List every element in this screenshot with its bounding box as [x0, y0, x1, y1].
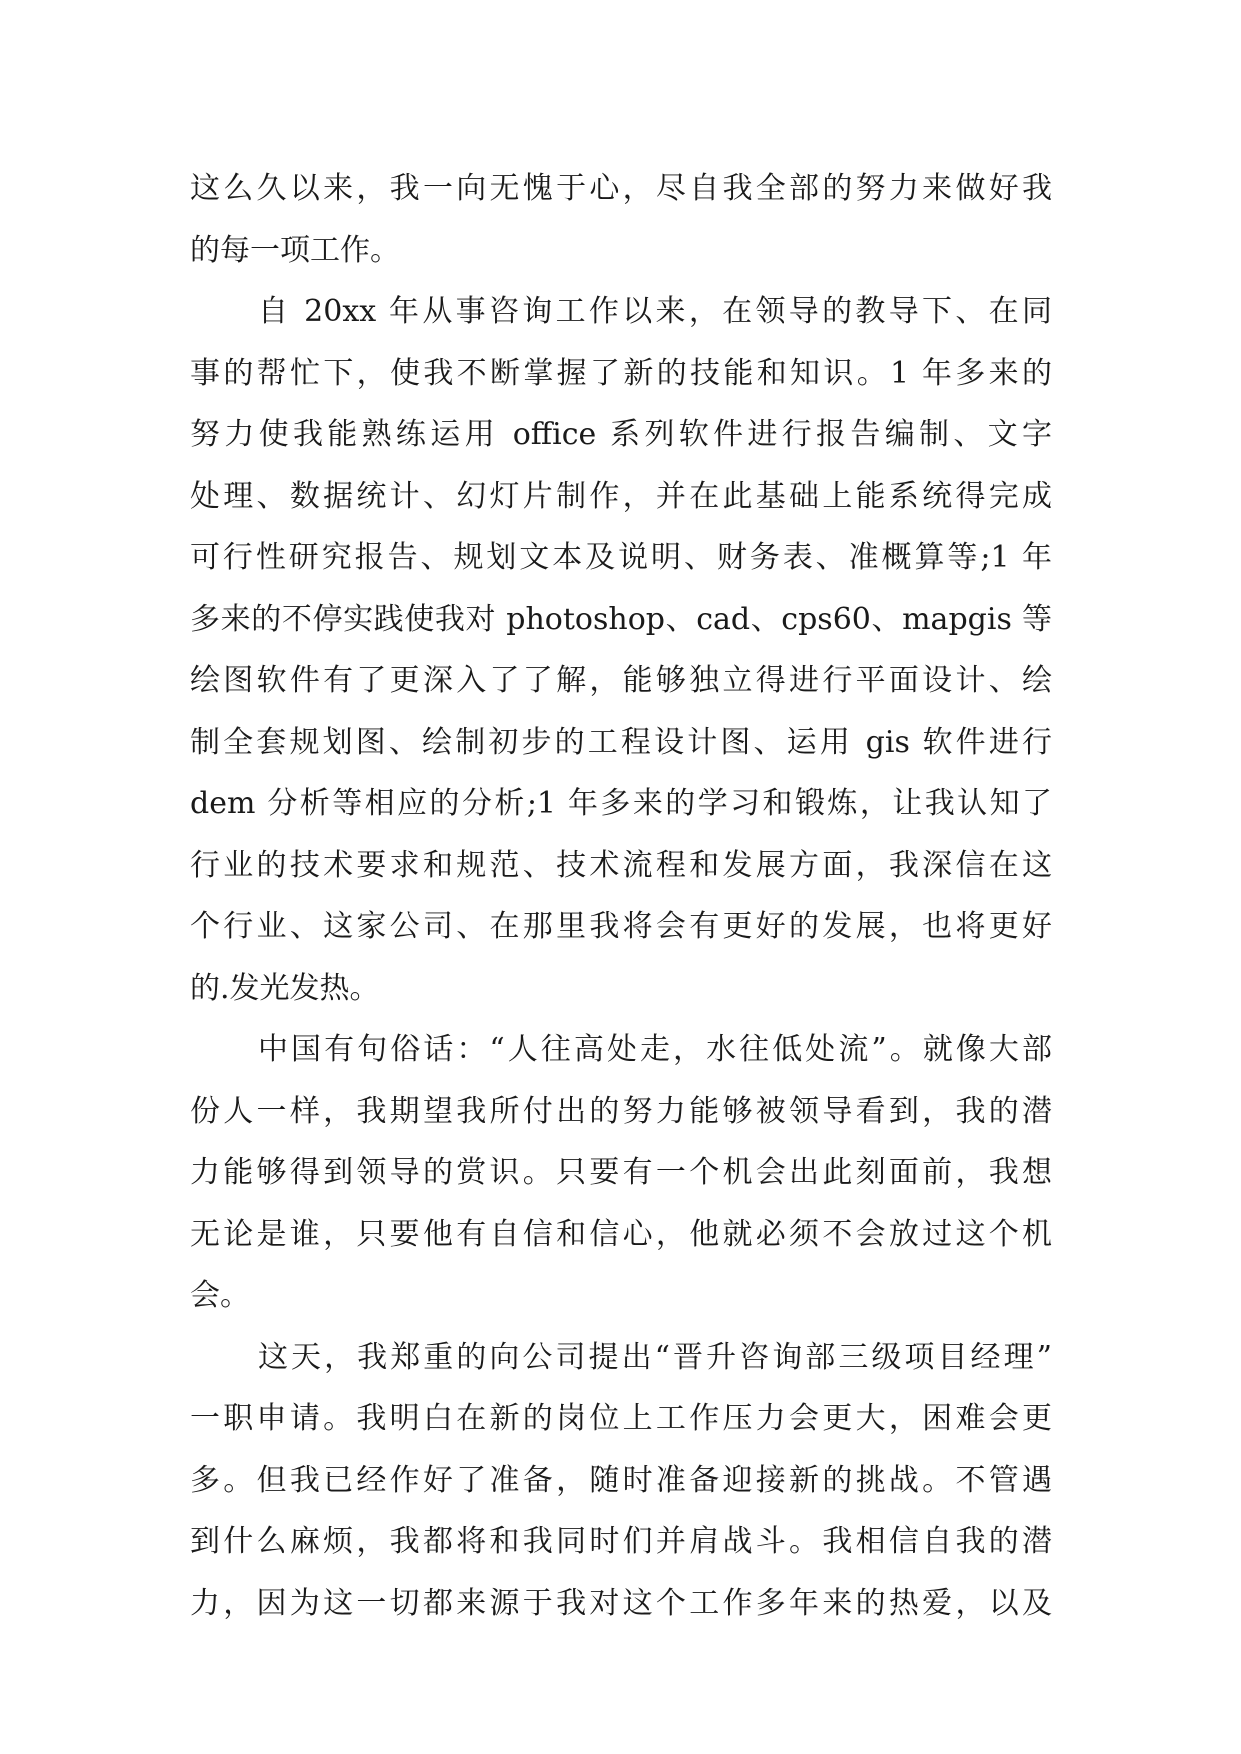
text-line: 事的帮忙下，使我不断掌握了新的技能和知识。1 年多来的	[190, 355, 1052, 391]
text-line: 多来的不停实践使我对 photoshop、cad、cps60、mapgis 等	[190, 601, 1052, 637]
text-line: 自 20xx 年从事咨询工作以来，在领导的教导下、在同	[258, 294, 1052, 329]
text-line: 到什么麻烦，我都将和我同时们并肩战斗。我相信自我的潜	[190, 1524, 1052, 1559]
text-line: 的.发光发热。	[190, 970, 380, 1006]
text-line: 制全套规划图、绘制初步的工程设计图、运用 gis 软件进行	[190, 724, 1052, 760]
text-line: 努力使我能熟练运用 office 系列软件进行报告编制、文字	[190, 417, 1052, 452]
text-line: 这天，我郑重的向公司提出“晋升咨询部三级项目经理”	[258, 1339, 1052, 1375]
text-line: 绘图软件有了更深入了了解，能够独立得进行平面设计、绘	[190, 663, 1052, 698]
text-line: 可行性研究报告、规划文本及说明、财务表、准概算等;1 年	[190, 540, 1052, 575]
text-line: 一职申请。我明白在新的岗位上工作压力会更大，困难会更	[190, 1401, 1052, 1436]
document-body	[190, 158, 1052, 1634]
text-line: 无论是谁，只要他有自信和信心，他就必须不会放过这个机	[190, 1216, 1052, 1252]
text-line: 的每一项工作。	[190, 232, 400, 268]
text-line: 个行业、这家公司、在那里我将会有更好的发展，也将更好	[190, 909, 1052, 944]
text-line: 这么久以来，我一向无愧于心，尽自我全部的努力来做好我	[190, 171, 1052, 206]
text-line: dem 分析等相应的分析;1 年多来的学习和锻炼，让我认知了	[190, 786, 1052, 821]
text-line: 会。	[190, 1278, 250, 1313]
text-line: 力能够得到领导的赏识。只要有一个机会出此刻面前，我想	[190, 1155, 1052, 1190]
text-line: 处理、数据统计、幻灯片制作，并在此基础上能系统得完成	[190, 478, 1052, 514]
text-line: 行业的技术要求和规范、技术流程和发展方面，我深信在这	[190, 847, 1052, 883]
text-line: 多。但我已经作好了准备，随时准备迎接新的挑战。不管遇	[190, 1462, 1052, 1498]
text-line: 中国有句俗话：“人往高处走，水往低处流”。就像大部	[258, 1032, 1052, 1067]
text-line: 力，因为这一切都来源于我对这个工作多年来的热爱，以及	[190, 1585, 1052, 1621]
text-line: 份人一样，我期望我所付出的努力能够被领导看到，我的潜	[190, 1093, 1052, 1129]
